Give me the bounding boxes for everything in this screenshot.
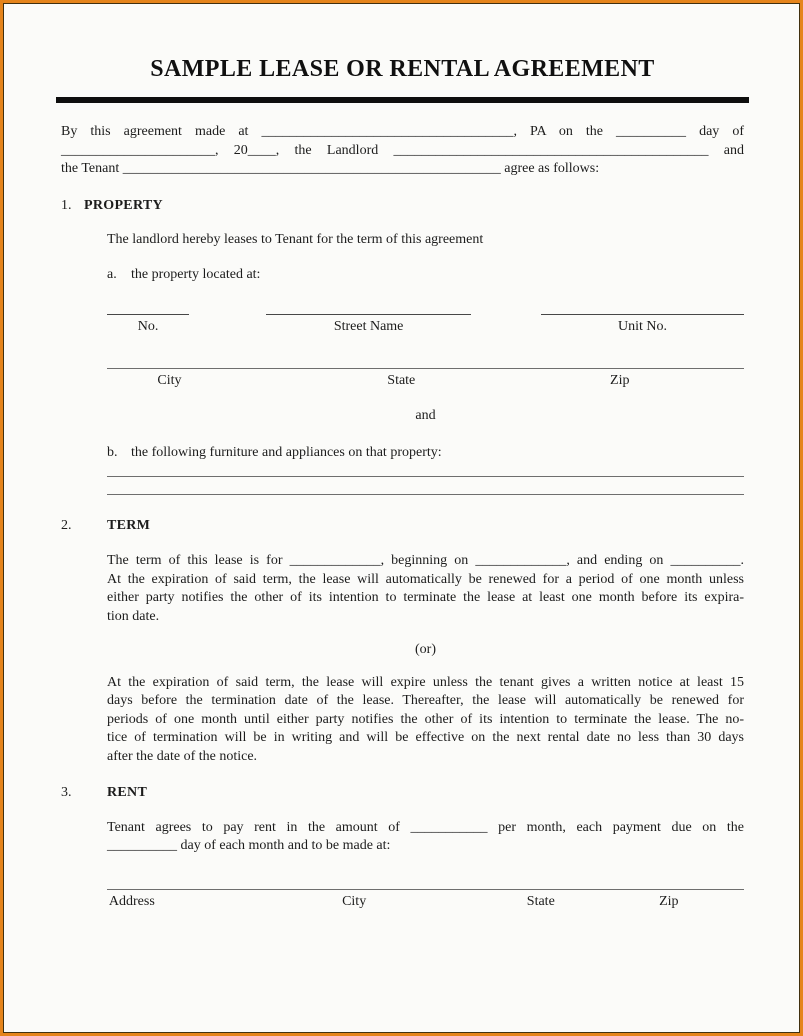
term-p2-line: tice of termination will be in writing and will be effective on the next rental date no less than 30 days [107,730,744,745]
lease-document-page [3,3,800,1033]
section-heading-label: PROPERTY [84,197,163,213]
label-state: State [387,372,416,388]
or-separator: (or) [415,642,436,657]
term-p1-line: The term of this lease is for _____________, beginning on _____________, and ending on __________. [107,553,744,568]
term-paragraph-2 [107,674,744,767]
city-state-zip-labels [107,369,744,391]
label-state: State [526,893,555,909]
field-street-name [266,314,471,337]
term-paragraph-1 [107,552,744,626]
rent-paragraph [107,819,744,856]
title-divider-rule [56,97,749,103]
item-b-text: the following furniture and appliances on that property: [131,445,442,460]
section-number: 3. [61,785,72,800]
intro-line-3: the Tenant ______________________________________________________ agree as follows: [61,161,600,176]
property-item-a [107,266,744,285]
label-zip: Zip [610,372,630,388]
section-rent-heading [61,784,744,803]
field-street-number [107,314,189,337]
conjunction-and: and [415,407,436,423]
section-property-heading [61,197,744,216]
furniture-blank-line-2 [107,494,744,495]
term-p2-line: At the expiration of said term, the lease will expire unless the tenant gives a written notice at least 15 [107,674,744,690]
intro-paragraph [61,123,744,179]
furniture-blank-line-1 [107,476,744,477]
label-zip: Zip [659,893,679,909]
label-unit-no: Unit No. [618,319,668,334]
property-city-state-zip-row [107,368,744,391]
label-no: No. [137,319,159,334]
page-title: SAMPLE LEASE OR RENTAL AGREEMENT [150,56,655,82]
term-p1-line: At the expiration of said term, the lease will automatically be renewed for a period of one month unless [107,571,744,587]
intro-line-2: ______________________, 20____, the Landlord _____________________________________________ and [61,142,744,158]
label-city: City [342,893,367,909]
section-heading-label: RENT [107,785,148,800]
item-b-marker: b. [107,445,118,460]
term-p1-line: tion date. [107,608,160,624]
item-a-text: the property located at: [131,266,261,282]
rent-payment-address-row [107,889,744,912]
field-unit-number [541,314,744,337]
label-address: Address [108,893,155,909]
label-city: City [157,372,182,388]
section-heading-label: TERM [107,517,151,533]
property-lead-text: The landlord hereby leases to Tenant for the term of this agreement [107,232,484,247]
item-a-marker: a. [107,266,117,282]
property-item-b [107,444,744,463]
term-p2-line: periods of one month until either party notifies the other of its intention to terminate the lease. The no- [107,711,744,727]
payment-address-labels [107,890,744,912]
term-p1-line: either party notifies the other of its intention to terminate the lease at least one month before its expira- [107,590,744,605]
rent-line: Tenant agrees to pay rent in the amount of ___________ per month, each payment due on the [107,819,744,835]
property-address-fields-row [107,314,744,337]
label-street-name: Street Name [333,319,404,334]
term-p2-line: days before the termination date of the lease. Thereafter, the lease will automatically be renewed for [107,693,744,708]
rent-line: __________ day of each month and to be made at: [107,838,391,853]
section-number: 2. [61,517,72,533]
intro-line-1: By this agreement made at ____________________________________, PA on the __________ day of [61,124,744,139]
term-p2-line: after the date of the notice. [107,748,258,764]
section-number: 1. [61,197,72,213]
section-term-heading [61,517,744,536]
